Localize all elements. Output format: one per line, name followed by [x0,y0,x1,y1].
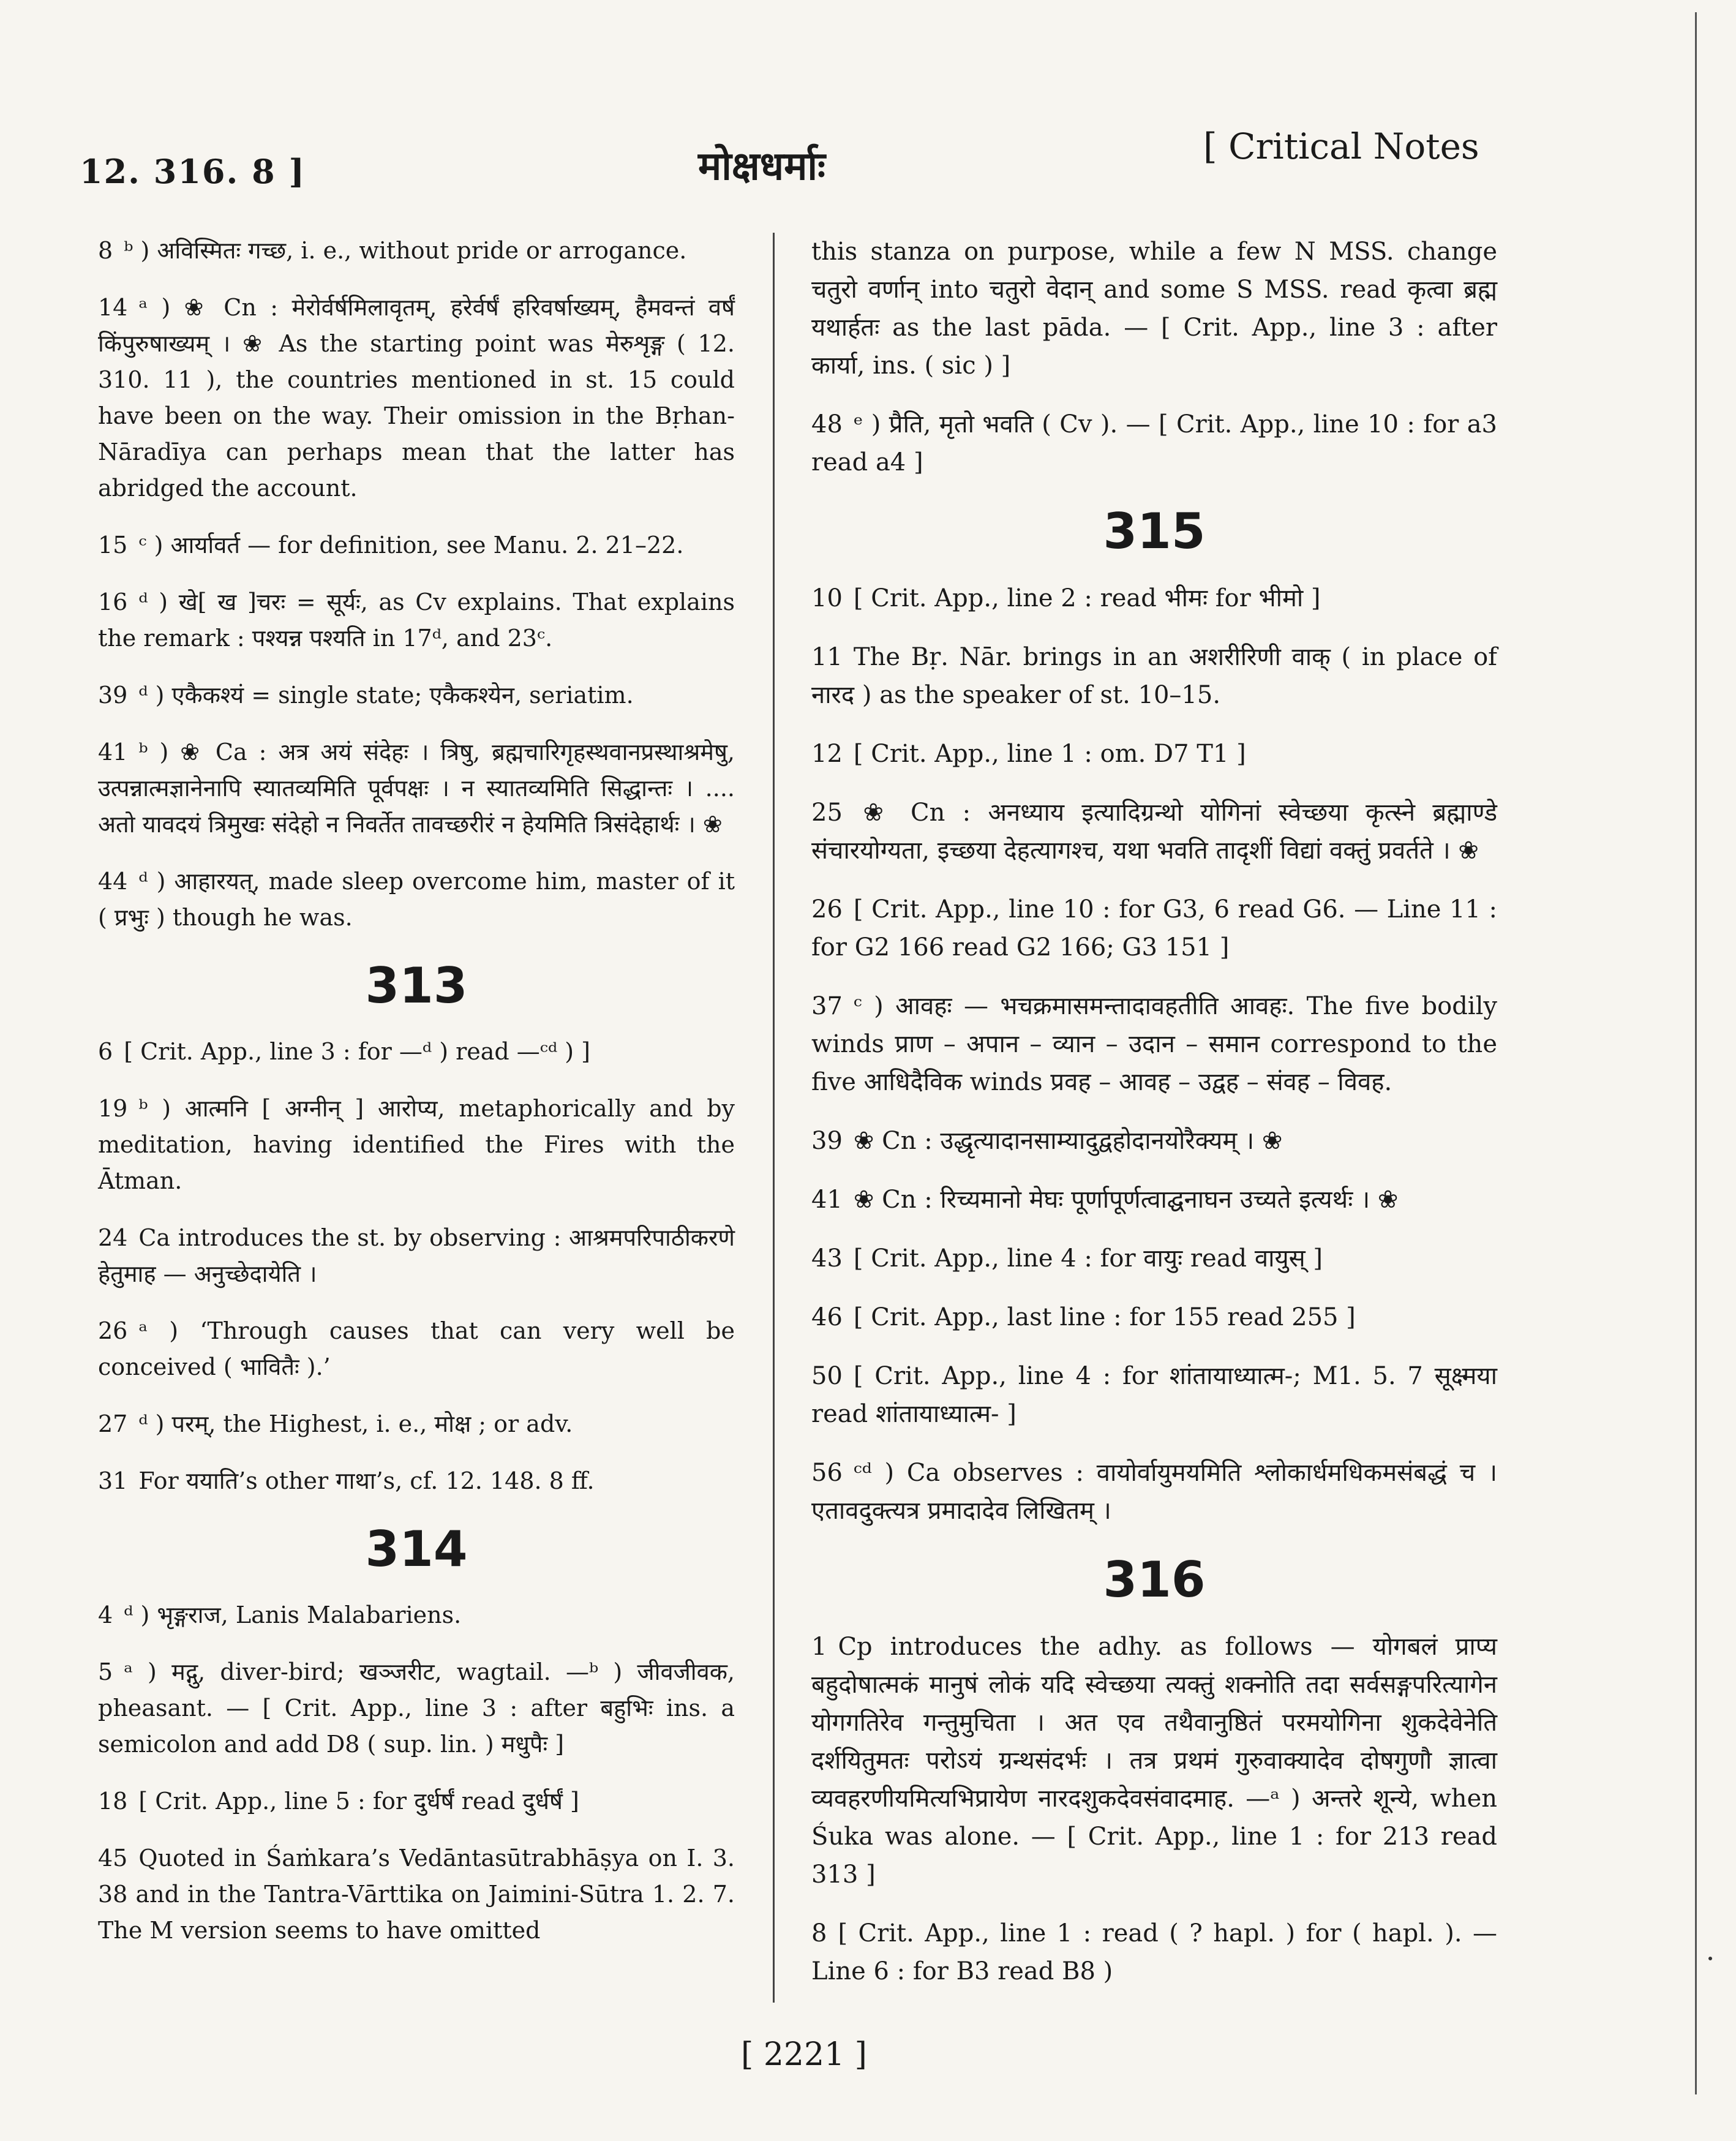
stanza-number: 37 [811,992,843,1020]
critical-note [811,794,1497,870]
critical-note [98,290,735,506]
note-text: ❀ Cn : रिच्यमानो मेघः पूर्णापूर्णत्वाद्घनाघन उच्यते इत्यर्थः । ❀ [853,1186,1399,1214]
critical-note [98,1313,735,1385]
stanza-number: 25 [811,799,843,827]
note-text: ᵃ ) ‘Through causes that can very well be conceived ( भावितैः ).’ [98,1317,735,1380]
stanza-number: 27 [98,1410,128,1437]
note-text: [ Crit. App., line 5 : for दुर्धर्षं read दुर्धर्षं ] [138,1788,579,1815]
note-text: [ Crit. App., line 1 : read ( ? hapl. ) for ( hapl. ). — Line 6 : for B3 read B8 ) [811,1919,1497,1985]
critical-note [811,1298,1497,1336]
note-text: ᵉ ) प्रैति, मृतो भवति ( Cv ). — [ Crit. App., line 10 : for a3 read a4 ] [811,410,1497,476]
page-header [0,0,1736,202]
stanza-number: 39 [98,682,128,709]
stanza-number: 26 [811,895,843,924]
stanza-number: 6 [98,1038,113,1065]
note-text: ᶜᵈ ) Ca observes : वायोर्वायुमयमिति श्लोकार्धमधिकमसंबद्धं च । एतावदुक्त्यत्र प्रमादादेव लिखितम् । [811,1459,1497,1525]
stanza-number: 56 [811,1459,843,1487]
critical-note [98,1406,735,1442]
stanza-number: 8 [811,1919,827,1947]
critical-note [98,1463,735,1499]
note-text: ᵈ ) परम्, the Highest, i. e., मोक्ष ; or adv. [138,1410,573,1437]
critical-note [98,734,735,843]
note-text: ❀ Cn : अनध्याय इत्यादिग्रन्थो योगिनां स्वेच्छया कृत्स्ने ब्रह्माण्डे संचारयोग्यता, इच्छया देहत्यागश्च, यथा भवति तादृशीं विद्यां वक्तुं प्रवर्तते । ❀ [811,799,1497,865]
stanza-number: 8 [98,237,113,264]
note-text: Quoted in Śaṁkara’s Vedāntasūtrabhāṣya on I. 3. 38 and in the Tantra-Vārttika on Jaimini-Sūtra 1. 2. 7. The M version seems to have omitted [98,1845,735,1944]
stanza-number: 39 [811,1127,843,1155]
note-text: For ययाति’s other गाथा’s, cf. 12. 148. 8 ff. [138,1467,595,1494]
critical-note [811,638,1497,714]
stanza-number: 5 [98,1658,113,1685]
note-text: this stanza on purpose, while a few N MSS. change चतुरो वर्णान् into चतुरो वेदान् and some S MSS. read कृत्वा ब्रह्म यथार्हतः as the last pāda. — [ Crit. App., line 3 : after कार्या, ins. ( sic ) ] [811,238,1497,380]
stanza-number: 1 [811,1633,827,1661]
note-text: ᵃ ) ❀ Cn : मेरोर्वर्षमिलावृतम्, हरेर्वर्षं हरिवर्षाख्यम्, हैमवन्तं वर्षं किंपुरुषाख्यम् । ❀ As the starting point was मेरुशृङ्ग ( 12. 310. 11 ), the countries mentioned in st. 15 could have been on the way. Their omission in the Bṛhan-Nāradīya can perhaps mean that the latter has abridged the account. [98,294,735,502]
critical-note [811,1240,1497,1277]
critical-note [811,233,1497,385]
stanza-number: 46 [811,1303,843,1331]
margin-mark [1708,1957,1712,1960]
stanza-number: 44 [98,868,128,895]
column-divider [773,233,775,2003]
adhyaya-number: 315 [1103,503,1206,560]
stanza-number: 11 [811,643,843,671]
stanza-number: 26 [98,1317,128,1344]
note-text: [ Crit. App., line 10 : for G3, 6 read G6. — Line 11 : for G2 166 read G2 166; G3 151 ] [811,895,1497,961]
note-text: [ Crit. App., line 3 : for —ᵈ ) read —ᶜᵈ ) ] [124,1038,590,1065]
note-text: ᵇ ) आत्मनि [ अग्नीन् ] आरोप्य, metaphorically and by meditation, having identified the Fires with the Ātman. [98,1095,735,1194]
critical-note [811,579,1497,617]
stanza-number: 50 [811,1362,843,1390]
note-text: [ Crit. App., line 2 : read भीमः for भीमो ] [853,584,1321,612]
stanza-number: 41 [98,739,128,766]
critical-note [98,1034,735,1070]
critical-note [811,735,1497,773]
page-number: [ 2221 ] [741,2036,867,2073]
critical-note [98,233,735,269]
note-text: [ Crit. App., line 4 : for शांतायाध्यात्म-; M1. 5. 7 सूक्ष्मया read शांतायाध्यात्म- ] [811,1362,1497,1428]
note-text: The Bṛ. Nār. brings in an अशरीरिणी वाक् ( in place of नारद ) as the speaker of st. 10–15. [811,643,1497,709]
critical-note [811,1181,1497,1219]
note-text: ᵇ ) ❀ Ca : अत्र अयं संदेहः । त्रिषु, ब्रह्मचारिगृहस्थवानप्रस्थाश्रमेषु, उत्पन्नात्मज्ञानेनापि स्यातव्यमिति पूर्वपक्षः । न स्यातव्यमिति सिद्धान्तः । .... अतो यावदयं त्रिमुखः संदेहो न निवर्तेत तावच्छरीरं न हेयमिति त्रिसंदेहार्थः । ❀ [98,739,735,838]
right-margin-rule [1695,12,1697,2094]
critical-note [98,1840,735,1949]
note-text: ᶜ ) आर्यावर्त — for definition, see Manu. 2. 21–22. [138,532,684,559]
stanza-number: 31 [98,1467,128,1494]
stanza-number: 19 [98,1095,128,1122]
note-text: ᵈ ) खे[ ख ]चरः = सूर्यः, as Cv explains. That explains the remark : पश्यन्न पश्यति in 17ᵈ, and 23ᶜ. [98,589,735,652]
critical-note [811,1914,1497,1990]
critical-note [98,864,735,936]
critical-note [811,1122,1497,1160]
stanza-number: 10 [811,584,843,612]
note-text: [ Crit. App., line 1 : om. D7 T1 ] [853,740,1246,768]
critical-note [811,405,1497,481]
running-title: मोक्षधर्माः [698,143,825,189]
stanza-number: 45 [98,1845,128,1872]
note-text: ᵃ ) मद्गु, diver-bird; खञ्जरीट, wagtail. —ᵇ ) जीवजीवक, pheasant. — [ Crit. App., line 3 : after बहुभिः ins. a semicolon and add D8 ( sup. lin. ) मधुपैः ] [98,1658,735,1758]
critical-note [811,1357,1497,1433]
critical-note [98,1783,735,1819]
note-text: [ Crit. App., last line : for 155 read 255 ] [853,1303,1356,1331]
stanza-number: 15 [98,532,128,559]
left-column [98,233,735,1970]
adhyaya-number: 314 [365,1521,468,1578]
stanza-number: 24 [98,1224,128,1251]
critical-note [98,677,735,713]
stanza-number: 18 [98,1788,128,1815]
critical-note [98,527,735,563]
critical-note [98,1220,735,1292]
stanza-number: 48 [811,410,843,438]
stanza-number: 43 [811,1244,843,1273]
note-text: Cp introduces the adhy. as follows — योगबलं प्राप्य बहुदोषात्मकं मानुषं लोकं यदि स्वेच्छया त्यक्तुं शक्नोति तदा सर्वसङ्गपरित्यागेन योगगतिरेव गन्तुमुचिता । अत एव तथैवानुष्ठितं परमयोगिना शुकदेवेनेति दर्शयितुमतः परोऽयं ग्रन्थसंदर्भः । तत्र प्रथमं गुरुवाक्यादेव दोषगुणौ ज्ञात्वा व्यवहरणीयमित्यभिप्रायेण नारदशुकदेवसंवादमाह. —ᵃ ) अन्तरे शून्ये, when Śuka was alone. — [ Crit. App., line 1 : for 213 read 313 ] [811,1633,1497,1889]
stanza-number: 41 [811,1186,843,1214]
critical-note [98,1597,735,1633]
critical-note [811,890,1497,966]
stanza-number: 14 [98,294,128,321]
right-column [811,233,1497,2011]
section-label: [ Critical Notes [1203,126,1479,167]
note-text: ᵇ ) अविस्मितः गच्छ, i. e., without pride or arrogance. [124,237,687,264]
critical-note [98,1654,735,1763]
critical-note [811,1628,1497,1894]
stanza-number: 12 [811,740,843,768]
critical-note [98,1091,735,1199]
critical-note [811,987,1497,1101]
stanza-number: 16 [98,589,128,615]
note-text: ᶜ ) आवहः — भचक्रमासमन्तादावहतीति आवहः. The five bodily winds प्राण – अपान – व्यान – उदान – समान correspond to the five आधिदैविक winds प्रवह – आवह – उद्वह – संवह – विवह. [811,992,1497,1096]
critical-note [811,1454,1497,1530]
note-text: ᵈ ) भृङ्गराज, Lanis Malabariens. [124,1601,462,1628]
note-text: [ Crit. App., line 4 : for वायुः read वायुस् ] [853,1244,1323,1273]
note-text: ᵈ ) एकैकश्यं = single state; एकैकश्येन, seriatim. [138,682,634,709]
stanza-number: 4 [98,1601,113,1628]
adhyaya-number: 313 [365,957,468,1014]
page-reference: 12. 316. 8 ] [80,152,306,191]
note-text: ❀ Cn : उद्धृत्यादानसाम्यादुद्वहोदानयोरैक्यम् । ❀ [853,1127,1283,1155]
adhyaya-number: 316 [1103,1551,1206,1608]
note-text: Ca introduces the st. by observing : आश्रमपरिपाठीकरणे हेतुमाह — अनुच्छेदायेति । [98,1224,735,1287]
critical-note [98,584,735,657]
note-text: ᵈ ) आहारयत्, made sleep overcome him, master of it ( प्रभुः ) though he was. [98,868,735,931]
